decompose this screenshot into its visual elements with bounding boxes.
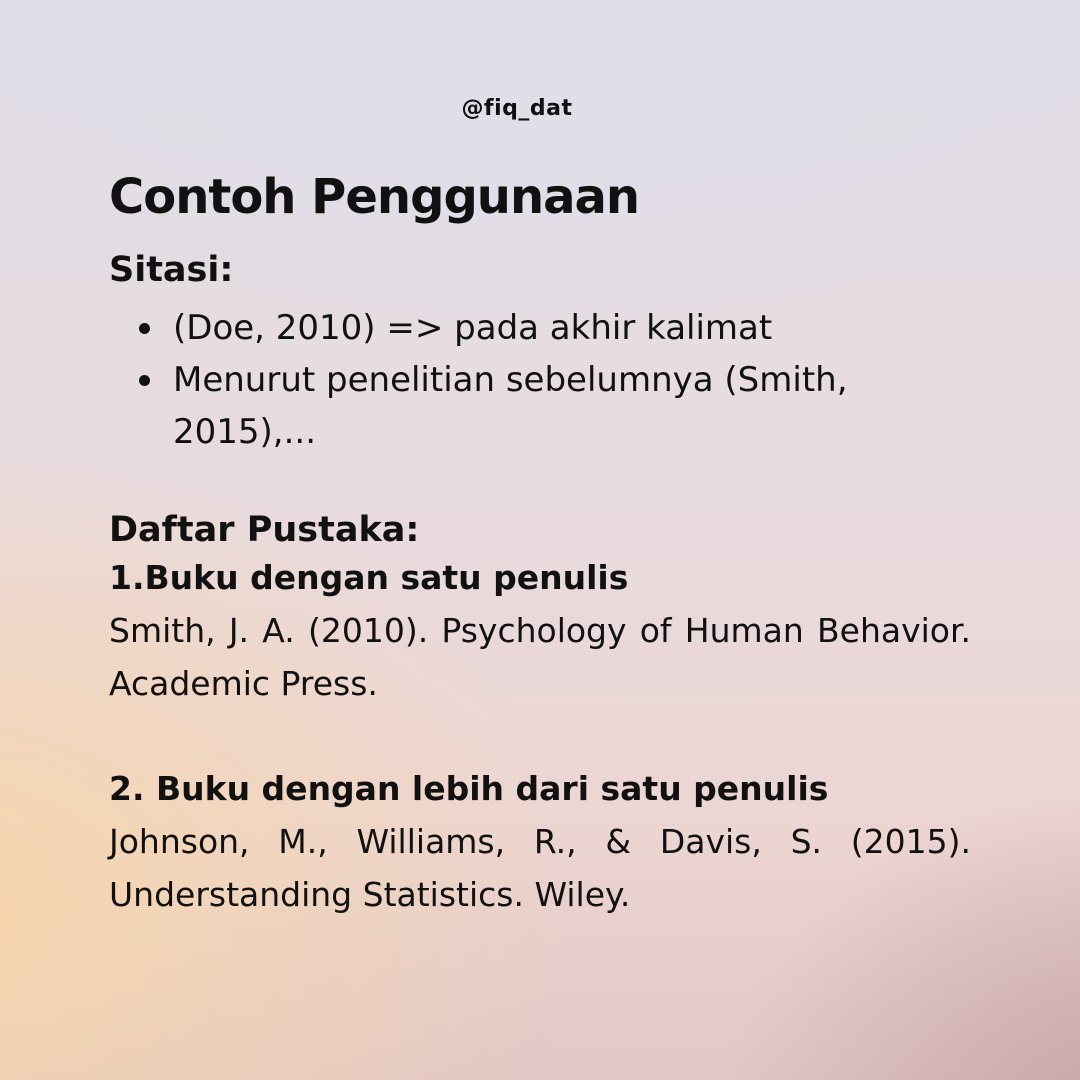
page-title: Contoh Penggunaan	[109, 169, 640, 225]
list-item-text: Menurut penelitian sebelumnya (Smith, 2015),...	[173, 360, 848, 452]
list-item	[109, 354, 971, 458]
sitasi-list	[109, 302, 971, 458]
reference-entry-title: 1.Buku dengan satu penulis	[109, 558, 629, 597]
bullet-icon	[139, 323, 150, 334]
reference-entry-title: 2. Buku dengan lebih dari satu penulis	[109, 769, 829, 808]
sitasi-heading: Sitasi:	[109, 250, 234, 290]
reference-entry-text: Johnson, M., Williams, R., & Davis, S. (2015). Understanding Statistics. Wiley.	[109, 822, 971, 914]
daftar-pustaka-heading: Daftar Pustaka:	[109, 510, 420, 550]
reference-entry-text: Smith, J. A. (2010). Psychology of Human Behavior. Academic Press.	[109, 611, 971, 703]
list-item	[109, 302, 971, 354]
list-item-text: (Doe, 2010) => pada akhir kalimat	[173, 308, 773, 348]
content-area	[109, 166, 971, 921]
bullet-icon	[139, 375, 150, 386]
reference-entry	[109, 552, 971, 710]
reference-entry	[109, 763, 971, 921]
author-handle: @fiq_dat	[461, 96, 573, 121]
